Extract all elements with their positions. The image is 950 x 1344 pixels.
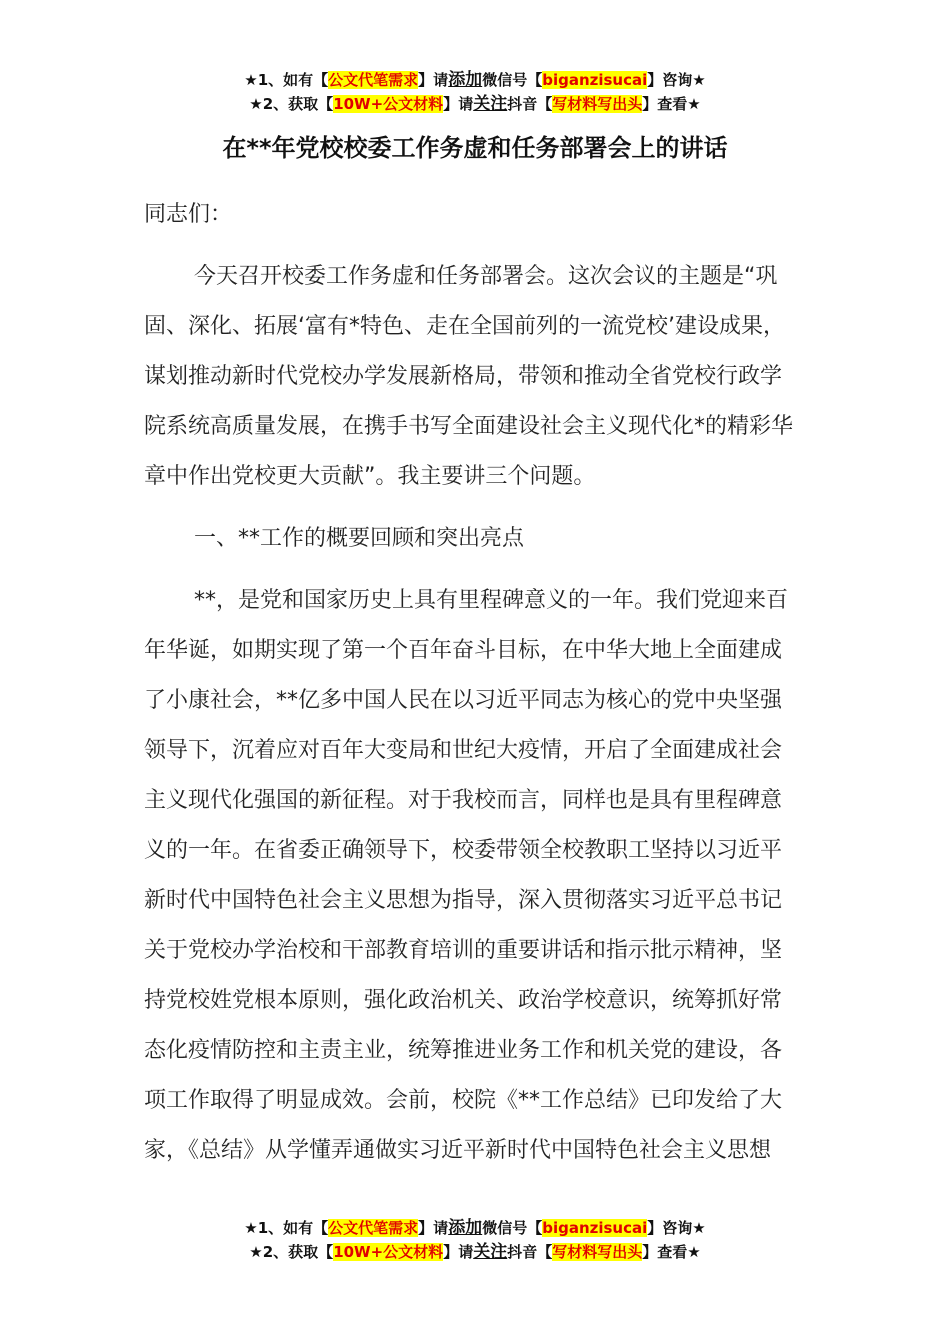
text-line: 义的一年。在省委正确领导下，校委带领全校教职工坚持以习近平: [144, 838, 783, 863]
text-line: 谋划推动新时代党校办学发展新格局，带领和推动全省党校行政学: [144, 364, 783, 389]
text-line: 年华诞，如期实现了第一个百年奋斗目标，在中华大地上全面建成: [144, 638, 783, 663]
text-line: 章中作出党校更大贡献”。我主要讲三个问题。: [144, 464, 596, 489]
douyin-id: 写材料写出头: [552, 1243, 643, 1261]
document-body: [144, 190, 824, 1176]
wechat-id: biganzisucai: [542, 71, 648, 89]
header-banner: [0, 68, 950, 116]
text-line: 持党校姓党根本原则，强化政治机关、政治学校意识，统筹抓好常: [144, 988, 783, 1013]
text-line: 领导下，沉着应对百年大变局和世纪大疫情，开启了全面建成社会: [144, 738, 783, 763]
text-line: 关于党校办学治校和干部教育培训的重要讲话和指示批示精神，坚: [144, 938, 783, 963]
banner-line-2: ★2、获取【10W+公文材料】请关注抖音【写材料写出头】查看★: [249, 94, 701, 114]
text-line: 固、深化、拓展‘富有*特色、走在全国前列的一流党校’建设成果，: [144, 314, 785, 339]
greeting: 同志们：: [144, 202, 233, 227]
underlined-text: 关注: [473, 94, 508, 114]
underlined-text: 添加: [448, 70, 483, 90]
text-line: 了小康社会，**亿多中国人民在以习近平同志为核心的党中央坚强: [144, 688, 783, 713]
text-line: 今天召开校委工作务虚和任务部署会。这次会议的主题是“巩: [194, 264, 778, 289]
paragraph-1: [144, 252, 824, 502]
banner-line-1: ★1、如有【公文代笔需求】请添加微信号【biganzisucai】咨询★: [244, 1218, 706, 1238]
highlight-text: 10W+公文材料: [333, 1243, 444, 1261]
underlined-text: 添加: [448, 1218, 483, 1238]
text-line: **，是党和国家历史上具有里程碑意义的一年。我们党迎来百: [194, 588, 789, 613]
wechat-id: biganzisucai: [542, 1219, 648, 1237]
text-line: 主义现代化强国的新征程。对于我校而言，同样也是具有里程碑意: [144, 788, 783, 813]
highlight-text: 10W+公文材料: [333, 95, 444, 113]
text-line: 院系统高质量发展，在携手书写全面建设社会主义现代化*的精彩华: [144, 414, 794, 439]
highlight-text: 公文代笔需求: [328, 71, 419, 89]
banner-line-2: ★2、获取【10W+公文材料】请关注抖音【写材料写出头】查看★: [249, 1242, 701, 1262]
paragraph-2: [144, 576, 824, 1176]
highlight-text: 公文代笔需求: [328, 1219, 419, 1237]
text-line: 态化疫情防控和主责主业，统筹推进业务工作和机关党的建设，各: [144, 1038, 783, 1063]
douyin-id: 写材料写出头: [552, 95, 643, 113]
footer-banner: [0, 1216, 950, 1264]
section-heading: 一、**工作的概要回顾和突出亮点: [194, 526, 525, 551]
banner-line-1: ★1、如有【公文代笔需求】请添加微信号【biganzisucai】咨询★: [244, 70, 706, 90]
text-line: 项工作取得了明显成效。会前，校院《**工作总结》已印发给了大: [144, 1088, 783, 1113]
text-line: 家，《总结》从学懂弄通做实习近平新时代中国特色社会主义思想: [144, 1138, 772, 1163]
text-line: 新时代中国特色社会主义思想为指导，深入贯彻落实习近平总书记: [144, 888, 783, 913]
document-title: 在**年党校校委工作务虚和任务部署会上的讲话: [222, 134, 728, 162]
underlined-text: 关注: [473, 1242, 508, 1262]
